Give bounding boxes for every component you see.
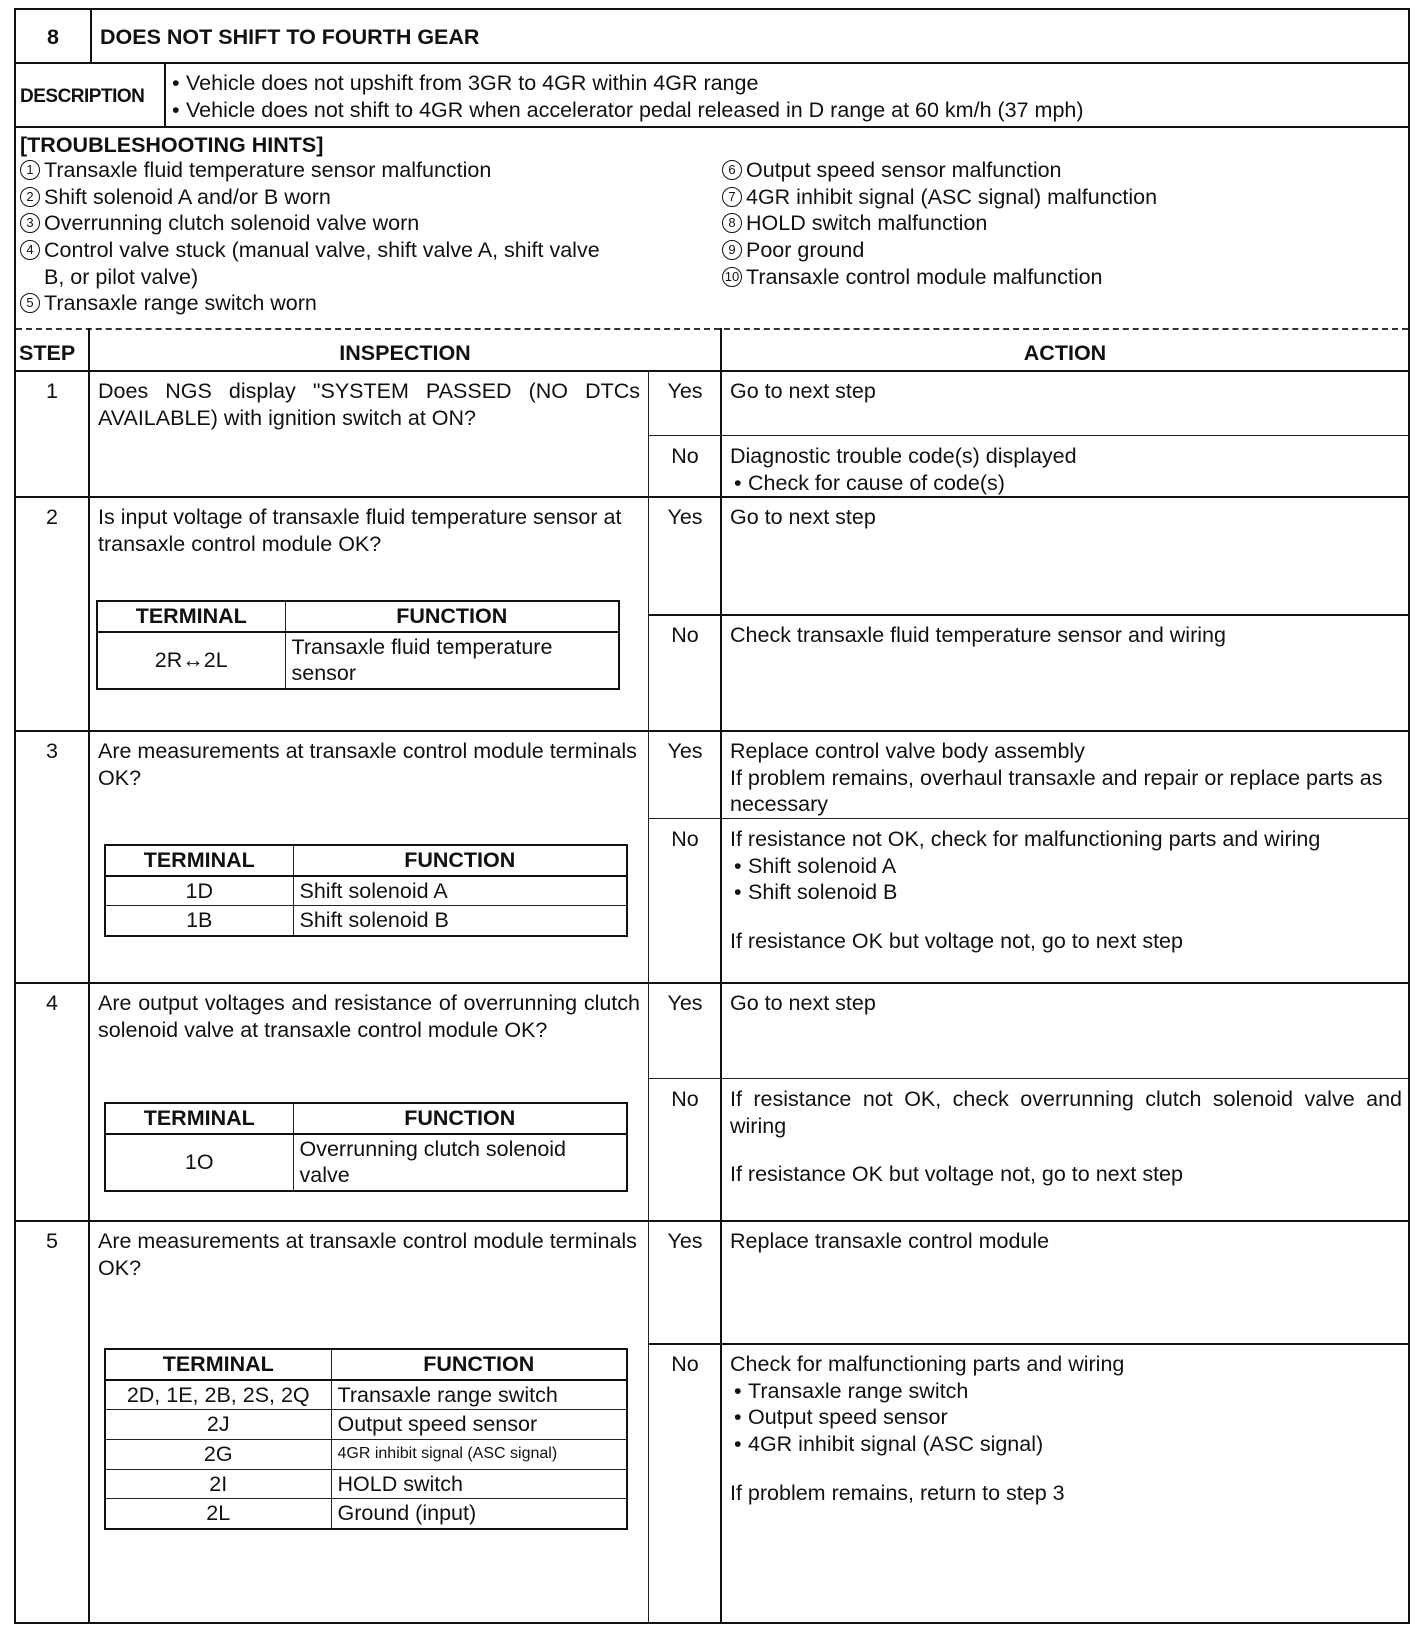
hint-item: Transaxle range switch worn — [44, 291, 317, 316]
function-cell: 4GR inhibit signal (ASC signal) — [331, 1439, 627, 1469]
hints-left-list — [20, 157, 660, 317]
circled-number-icon: 6 — [722, 160, 742, 180]
function-header: FUNCTION — [293, 1103, 627, 1134]
circled-number-icon: 5 — [20, 293, 40, 313]
function-cell: Output speed sensor — [331, 1410, 627, 1440]
yes-action-line: Replace control valve body assembly — [730, 739, 1085, 763]
hint-item: 4GR inhibit signal (ASC signal) malfunction — [746, 184, 1158, 209]
terminal-table — [104, 1348, 628, 1530]
hints-title: [TROUBLESHOOTING HINTS] — [20, 133, 324, 157]
yes-action: Go to next step — [730, 379, 876, 403]
no-action-line: Check for malfunctioning parts and wiring — [730, 1352, 1125, 1376]
function-header: FUNCTION — [331, 1349, 627, 1380]
circled-number-icon: 9 — [722, 240, 742, 260]
section-title: DOES NOT SHIFT TO FOURTH GEAR — [100, 25, 480, 49]
divider — [648, 818, 1408, 819]
terminal-table — [104, 844, 628, 937]
circled-number-icon: 1 — [20, 160, 40, 180]
no-action-bullet: • Output speed sensor — [730, 1404, 1402, 1431]
hint-item: Control valve stuck (manual valve, shift valve A, shift valve B, or pilot valve) — [44, 237, 600, 289]
terminal-cell: 2D, 1E, 2B, 2S, 2Q — [105, 1380, 331, 1410]
function-header: FUNCTION — [293, 845, 627, 876]
function-cell: Shift solenoid B — [293, 906, 627, 936]
column-header-inspection: INSPECTION — [339, 341, 471, 365]
hint-item: Overrunning clutch solenoid valve worn — [44, 211, 420, 236]
divider — [88, 328, 90, 1624]
function-cell: Transaxle range switch — [331, 1380, 627, 1410]
terminal-cell: 1O — [105, 1134, 293, 1191]
no-label: No — [671, 827, 699, 851]
step-number: 2 — [46, 505, 58, 529]
function-cell: HOLD switch — [331, 1469, 627, 1499]
no-action — [730, 1351, 1402, 1506]
yes-label: Yes — [667, 1229, 703, 1253]
divider — [648, 1078, 1408, 1079]
divider — [16, 62, 1408, 64]
description-item: • Vehicle does not shift to 4GR when accelerator pedal released in D range at 60 km/h (37 mph) — [168, 97, 1084, 124]
no-action-after: If problem remains, return to step 3 — [730, 1480, 1065, 1505]
description-label: DESCRIPTION — [20, 86, 145, 107]
divider — [16, 496, 1408, 498]
yes-action: Replace transaxle control module — [730, 1229, 1050, 1253]
no-action — [730, 1086, 1402, 1188]
step-question: Are measurements at transaxle control module terminals OK? — [98, 739, 637, 790]
function-cell: Transaxle fluid temperature sensor — [285, 632, 619, 689]
no-action-bullet: • Shift solenoid A — [730, 853, 1402, 880]
function-cell: Overrunning clutch solenoid valve — [293, 1134, 627, 1191]
troubleshooting-page — [14, 8, 1410, 1624]
terminal-cell: 2I — [105, 1469, 331, 1499]
hint-item: Transaxle fluid temperature sensor malfunction — [44, 158, 492, 182]
yes-action: Go to next step — [730, 991, 876, 1015]
terminal-header: TERMINAL — [105, 1349, 331, 1380]
hint-item: Output speed sensor malfunction — [746, 158, 1062, 182]
step-question: Are measurements at transaxle control module terminals OK? — [98, 1229, 637, 1280]
column-header-action: ACTION — [1023, 341, 1107, 365]
divider — [16, 982, 1408, 984]
step-number: 1 — [46, 379, 58, 403]
terminal-header: TERMINAL — [105, 845, 293, 876]
step-question: Are output voltages and resistance of overrunning clutch solenoid valve at transaxle control module OK? — [98, 991, 640, 1042]
yes-action-line: If problem remains, overhaul transaxle and repair or replace parts as necessary — [730, 765, 1383, 817]
step-question: Does NGS display "SYSTEM PASSED (NO DTCs AVAILABLE) with ignition switch at ON? — [98, 379, 640, 430]
no-action — [730, 826, 1402, 955]
no-action — [730, 443, 1400, 496]
yes-label: Yes — [667, 505, 703, 529]
no-action-bullet: • 4GR inhibit signal (ASC signal) — [730, 1431, 1402, 1458]
step-number: 3 — [46, 739, 58, 763]
terminal-cell: 2L — [105, 1499, 331, 1529]
section-number: 8 — [47, 25, 59, 49]
circled-number-icon: 4 — [20, 240, 40, 260]
divider — [90, 10, 92, 62]
column-header-step: STEP — [19, 341, 76, 365]
divider — [648, 1343, 1408, 1345]
divider — [648, 435, 1408, 436]
function-cell: Shift solenoid A — [293, 876, 627, 906]
terminal-cell: 1B — [105, 906, 293, 936]
no-action-line: If resistance not OK, check for malfunctioning parts and wiring — [730, 827, 1321, 851]
divider — [720, 328, 722, 1624]
yes-label: Yes — [667, 991, 703, 1015]
yes-action — [730, 738, 1402, 818]
hint-item: HOLD switch malfunction — [746, 211, 988, 236]
terminal-table — [104, 1102, 628, 1192]
no-action-after: If resistance OK but voltage not, go to next step — [730, 928, 1183, 953]
circled-number-icon: 7 — [722, 187, 742, 207]
terminal-table — [96, 600, 620, 690]
step-number: 5 — [46, 1229, 58, 1253]
circled-number-icon: 8 — [722, 213, 742, 233]
no-action-line: Diagnostic trouble code(s) displayed — [730, 444, 1077, 468]
divider — [164, 62, 166, 126]
step-question: Is input voltage of transaxle fluid temperature sensor at transaxle control module OK? — [98, 505, 622, 556]
hint-item: Poor ground — [746, 237, 865, 262]
yes-action: Go to next step — [730, 505, 876, 529]
hint-item: Transaxle control module malfunction — [746, 264, 1103, 289]
hint-item: Shift solenoid A and/or B worn — [44, 184, 331, 209]
divider — [648, 614, 1408, 616]
circled-number-icon: 10 — [722, 267, 742, 287]
no-action-bullet: • Check for cause of code(s) — [730, 470, 1400, 497]
no-label: No — [671, 1352, 699, 1376]
terminal-header: TERMINAL — [97, 601, 285, 632]
divider — [16, 730, 1408, 732]
function-header: FUNCTION — [285, 601, 619, 632]
terminal-cell: 1D — [105, 876, 293, 906]
no-label: No — [671, 1087, 699, 1111]
description-item: • Vehicle does not upshift from 3GR to 4GR within 4GR range — [168, 70, 1084, 97]
no-action-bullet: • Transaxle range switch — [730, 1378, 1402, 1405]
function-cell: Ground (input) — [331, 1499, 627, 1529]
yes-label: Yes — [667, 739, 703, 763]
terminal-cell: 2R↔2L — [97, 632, 285, 689]
terminal-header: TERMINAL — [105, 1103, 293, 1134]
terminal-cell: 2J — [105, 1410, 331, 1440]
divider — [16, 1220, 1408, 1222]
yes-label: Yes — [667, 379, 703, 403]
no-label: No — [671, 623, 699, 647]
terminal-cell: 2G — [105, 1439, 331, 1469]
hints-right-list — [722, 157, 1382, 290]
no-label: No — [671, 444, 699, 468]
divider — [16, 370, 1408, 372]
no-action: Check transaxle fluid temperature sensor and wiring — [730, 623, 1226, 647]
circled-number-icon: 3 — [20, 213, 40, 233]
no-action-bullet: • Shift solenoid B — [730, 879, 1402, 906]
circled-number-icon: 2 — [20, 187, 40, 207]
description-list — [168, 70, 1084, 123]
divider — [16, 328, 1408, 330]
divider — [16, 126, 1408, 128]
no-action-after: If resistance OK but voltage not, go to next step — [730, 1162, 1183, 1187]
step-number: 4 — [46, 991, 58, 1015]
no-action-line: If resistance not OK, check overrunning clutch solenoid valve and wiring — [730, 1087, 1402, 1138]
divider — [648, 370, 649, 1624]
